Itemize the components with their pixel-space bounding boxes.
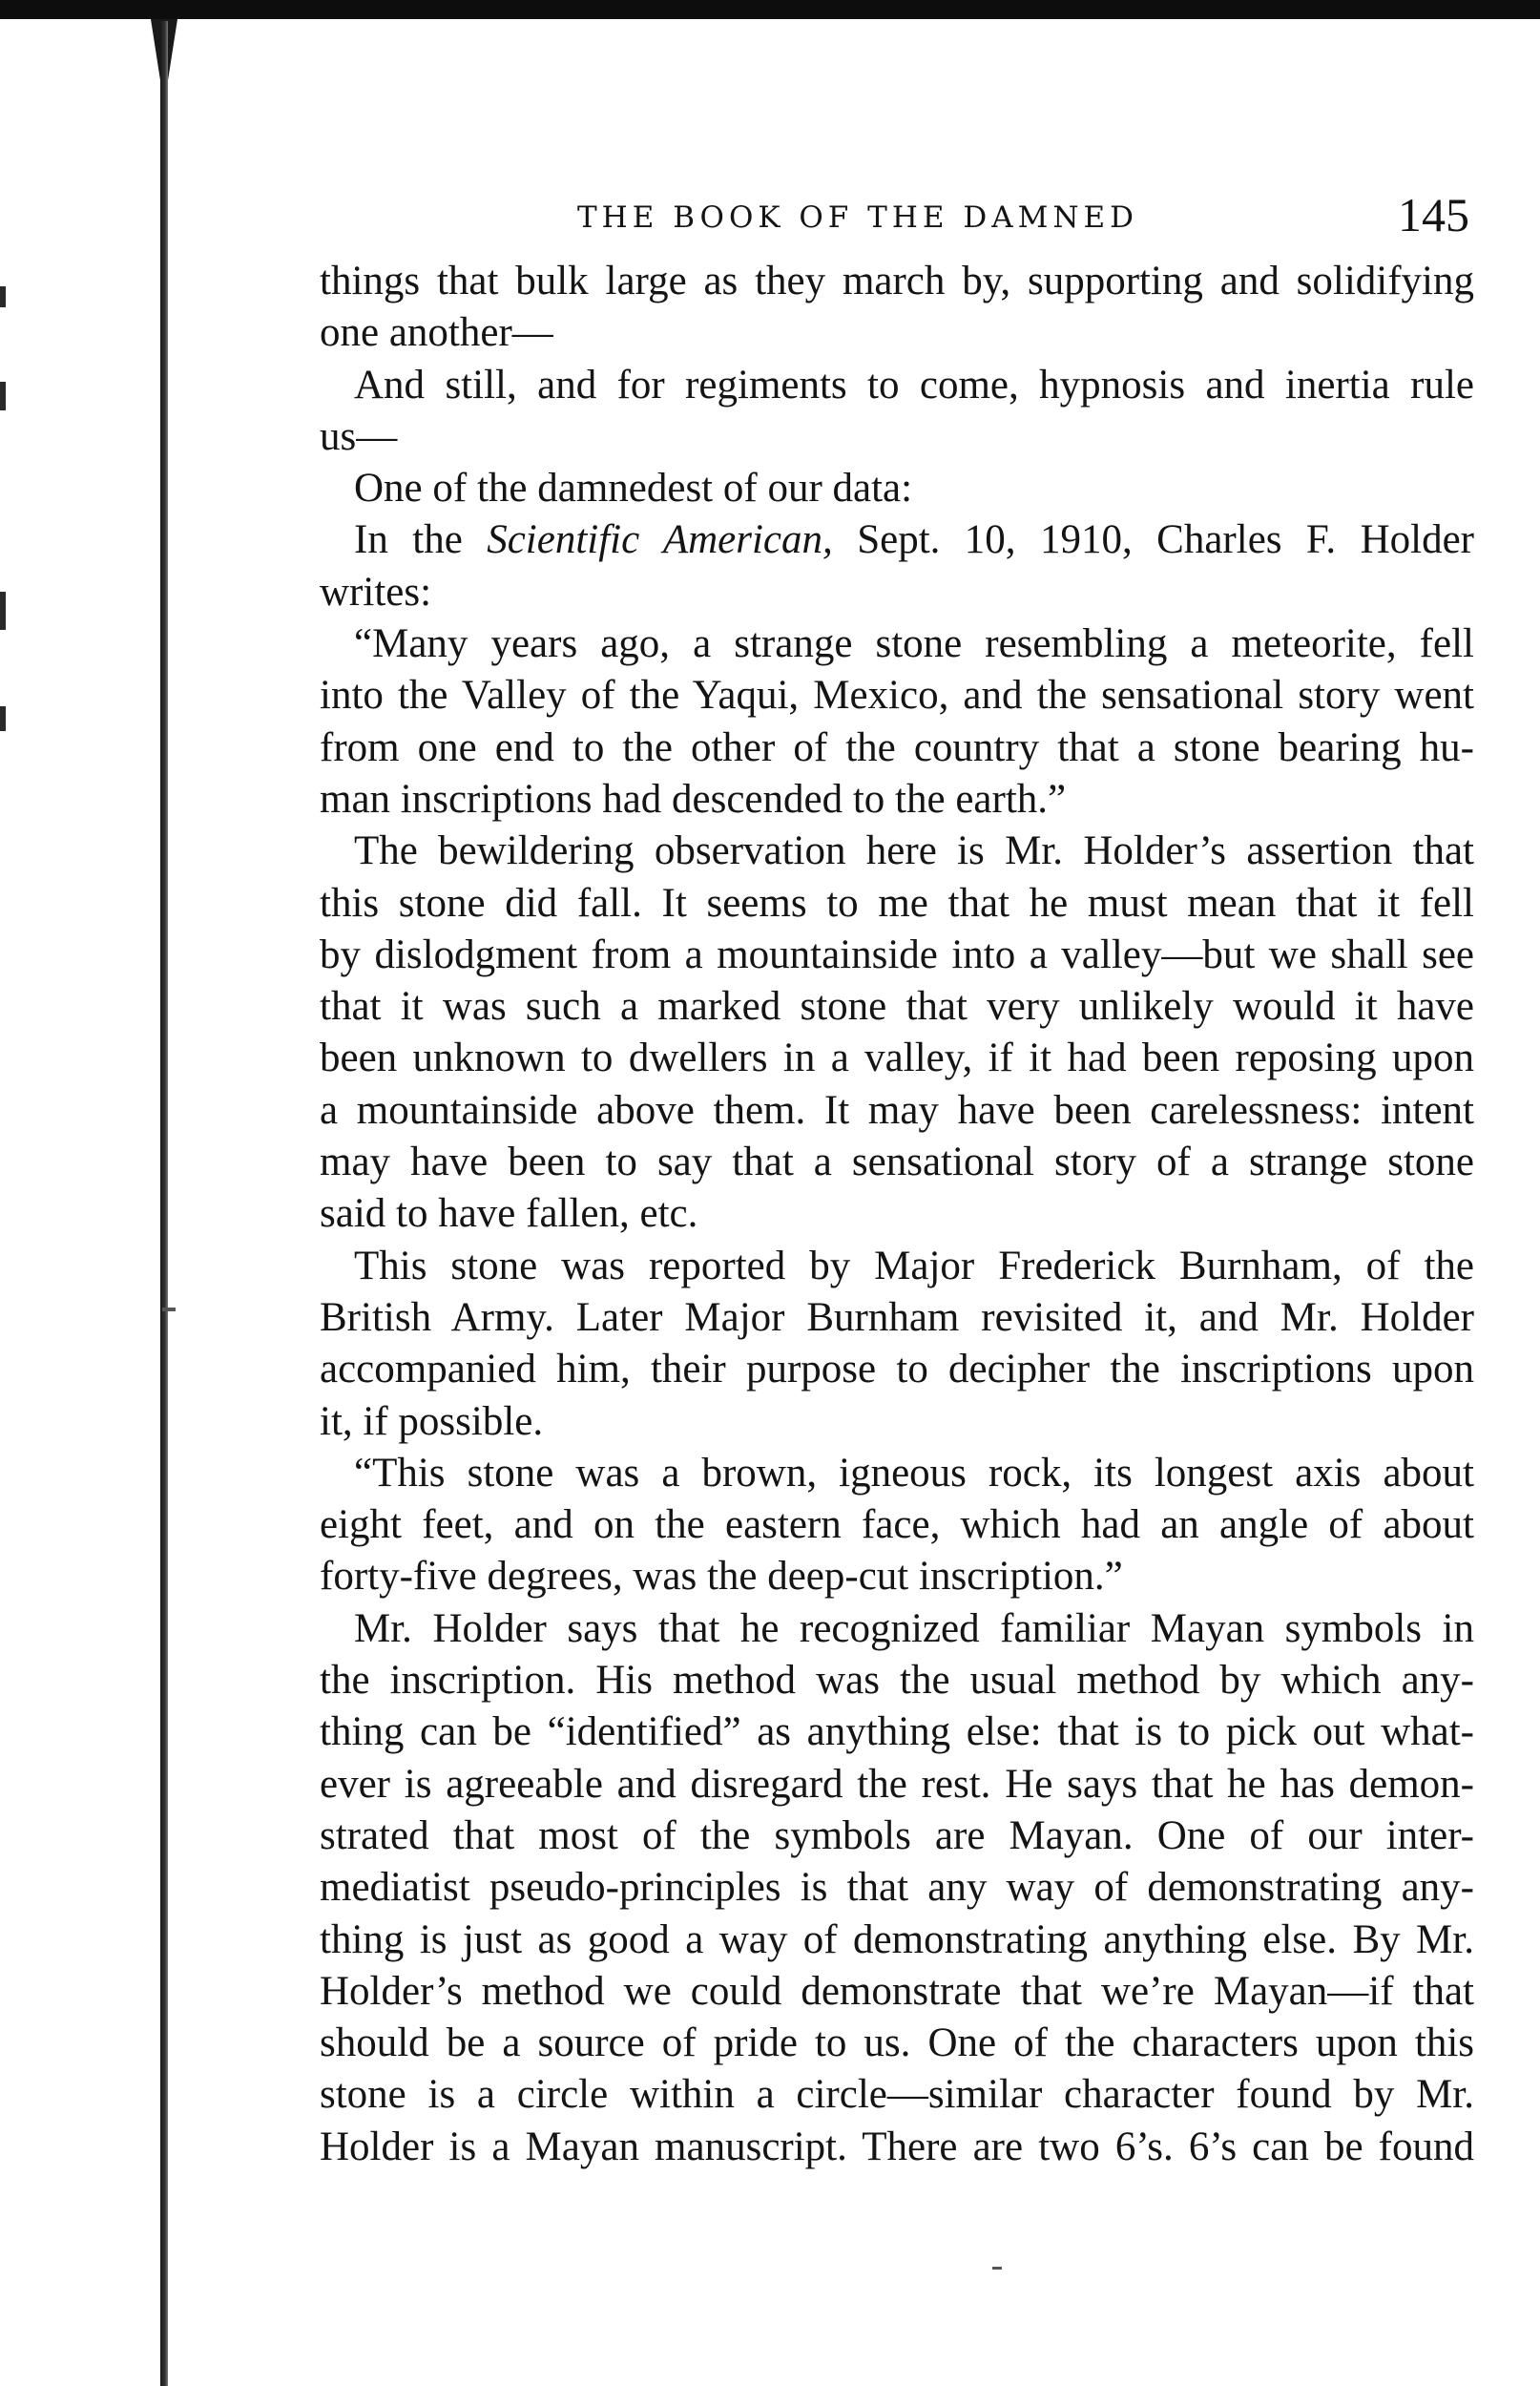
scan-speck	[0, 592, 6, 630]
text-line: us—	[320, 413, 398, 459]
text-line: And still, and for regiments to come, hypnosis and inertia rule	[354, 362, 1474, 408]
text-line: that it was such a marked stone that very unlikely would it have	[320, 984, 1474, 1030]
scan-mark	[992, 2267, 1002, 2270]
text-line: things that bulk large as they march by, supporting and solidifying	[320, 259, 1474, 303]
text-line: into the Valley of the Yaqui, Mexico, and the sensational story went	[320, 673, 1474, 719]
journal-title: Scientific American,	[487, 517, 833, 563]
text-line: this stone did fall. It seems to me that he must mean that it fell	[320, 880, 1474, 926]
text-line: One of the damnedest of our data:	[354, 466, 913, 512]
text-line: Mr. Holder says that he recognized familiar Mayan symbols in	[354, 1605, 1474, 1651]
text-line: Holder’s method we could demonstrate that we’re Mayan—if that	[320, 1968, 1474, 2014]
text-line: ever is agreeable and disregard the rest. He says that he has demon-	[320, 1761, 1474, 1807]
scan-speck	[0, 382, 6, 410]
text-line: forty-five degrees, was the deep-cut inscription.”	[320, 1554, 1123, 1600]
text-line: The bewildering observation here is Mr. Holder’s assertion that	[354, 828, 1474, 874]
text-line: by dislodgment from a mountainside into a valley—but we shall see	[320, 931, 1474, 977]
body-text	[320, 256, 1474, 2173]
text-line: should be a source of pride to us. One of the characters upon this	[320, 2020, 1474, 2066]
text-line: been unknown to dwellers in a valley, if it had been reposing upon	[320, 1036, 1474, 1081]
text-line: Holder is a Mayan manuscript. There are two 6’s. 6’s can be found	[320, 2124, 1474, 2169]
text-line: man inscriptions had descended to the earth.”	[320, 776, 1067, 822]
text-line: “This stone was a brown, igneous rock, its longest axis about	[354, 1450, 1474, 1496]
text-line: In the Scientific American, Sept. 10, 1910, Charles F. Holder	[354, 517, 1474, 563]
text-line: “Many years ago, a strange stone resembling a meteorite, fell	[354, 621, 1474, 667]
text-line: stone is a circle within a circle—similar character found by Mr.	[320, 2072, 1474, 2118]
page-number: 145	[1398, 188, 1469, 241]
text-line: eight feet, and on the eastern face, which had an angle of about	[320, 1502, 1474, 1548]
page-top-edge	[0, 0, 1540, 19]
text-line: writes:	[320, 569, 432, 615]
text-line: accompanied him, their purpose to decipher the inscriptions upon	[320, 1347, 1474, 1392]
text-line: said to have fallen, etc.	[320, 1191, 698, 1237]
scan-speck	[0, 286, 6, 307]
text-line: the inscription. His method was the usual method by which any-	[320, 1658, 1474, 1704]
text-line: This stone was reported by Major Frederick Burnham, of the	[354, 1243, 1474, 1288]
text-line: it, if possible.	[320, 1398, 544, 1444]
text-line: one another—	[320, 310, 553, 356]
text-line: strated that most of the symbols are Mayan. One of our inter-	[320, 1812, 1474, 1858]
scan-mark	[162, 1308, 176, 1311]
text-line: from one end to the other of the country that a stone bearing hu-	[320, 724, 1474, 770]
scan-speck	[0, 706, 6, 731]
text-line: thing can be “identified” as anything else: that is to pick out what-	[320, 1709, 1474, 1755]
scan-edge-marks	[0, 0, 19, 2386]
text-line: thing is just as good a way of demonstrating anything else. By Mr.	[320, 1916, 1474, 1962]
binding-gutter-line	[160, 21, 168, 2386]
running-head: THE BOOK OF THE DAMNED	[577, 200, 1138, 235]
text-line: may have been to say that a sensational story of a strange stone	[320, 1140, 1474, 1185]
text-line: a mountainside above them. It may have been carelessness: intent	[320, 1087, 1474, 1133]
text-line: mediatist pseudo-principles is that any way of demonstrating any-	[320, 1865, 1474, 1911]
page-header	[329, 181, 1469, 248]
text-line: British Army. Later Major Burnham revisited it, and Mr. Holder	[320, 1294, 1474, 1340]
